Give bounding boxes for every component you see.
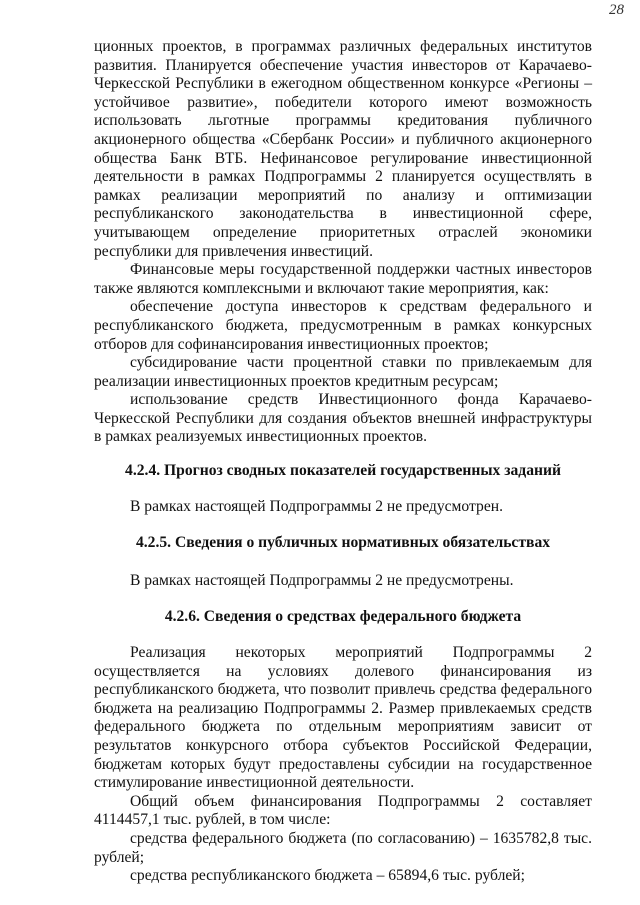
section-heading-4-2-6: 4.2.6. Сведения о средствах федерального бюджета <box>164 608 522 626</box>
list-item: использование средств Инвестиционного фонда Карачаево-Черкесской Республики для создания объектов внешней инфраструктуры в рамках реализуемых инвестиционных проектов. <box>94 391 592 446</box>
list-item: субсидирование части процентной ставки по привлекаемым для реализации инвестиционных проектов кредитным ресурсам; <box>94 354 592 390</box>
paragraph: ционных проектов, в программах различных федеральных институтов развития. Планируется обеспечение участия инвесторов от Карачаево-Черкесской Республики в ежегодном общественном конкурсе «Регионы – устойчивое развитие», победители которого имеют возможность использовать льготные программы кредитования публичного акционерного общества «Сбербанк России» и публичного акционерного общества Банк ВТБ. Нефинансовое регулирование инвестиционной деятельности в рамках Подпрограммы 2 планируется осуществлять в рамках реализации мероприятий по анализу и оптимизации республиканского законодательства в инвестиционной сфере, учитывающем определение приоритетных отраслей экономики республики для привлечения инвестиций. <box>94 38 592 260</box>
section-text-4-2-5: В рамках настоящей Подпрограммы 2 не предусмотрены. <box>130 571 514 589</box>
document-body <box>94 38 592 886</box>
list-item: обеспечение доступа инвесторов к средствам федерального и республиканского бюджета, предусмотренным в рамках конкурсных отборов для софинансирования инвестиционных проектов; <box>94 298 592 353</box>
paragraph: Финансовые меры государственной поддержки частных инвесторов также являются комплексными и включают такие мероприятия, как: <box>94 261 592 297</box>
section-text-4-2-4: В рамках настоящей Подпрограммы 2 не предусмотрен. <box>130 497 503 515</box>
section-heading-4-2-5: 4.2.5. Сведения о публичных нормативных обязательствах <box>135 534 551 552</box>
page-number: 28 <box>609 2 624 18</box>
section-heading-4-2-4: 4.2.4. Прогноз сводных показателей государственных заданий <box>125 462 561 480</box>
paragraph: Общий объем финансирования Подпрограммы 2 составляет 4114457,1 тыс. рублей, в том числе: <box>94 792 592 829</box>
list-item: средства федерального бюджета (по согласованию) – 1635782,8 тыс. рублей; <box>94 829 592 866</box>
list-item: средства республиканского бюджета – 65894,6 тыс. рублей; <box>130 867 525 885</box>
paragraph: Реализация некоторых мероприятий Подпрограммы 2 осуществляется на условиях долевого финансирования из республиканского бюджета, что позволит привлечь средства федерального бюджета на реализацию Подпрограммы 2. Размер привлекаемых средств федерального бюджета по отдельным мероприятиям зависит от результатов конкурсного отбора субъектов Российской Федерации, бюджетам которых будут предоставлены субсидии на государственное стимулирование инвестиционной деятельности. <box>94 644 592 792</box>
